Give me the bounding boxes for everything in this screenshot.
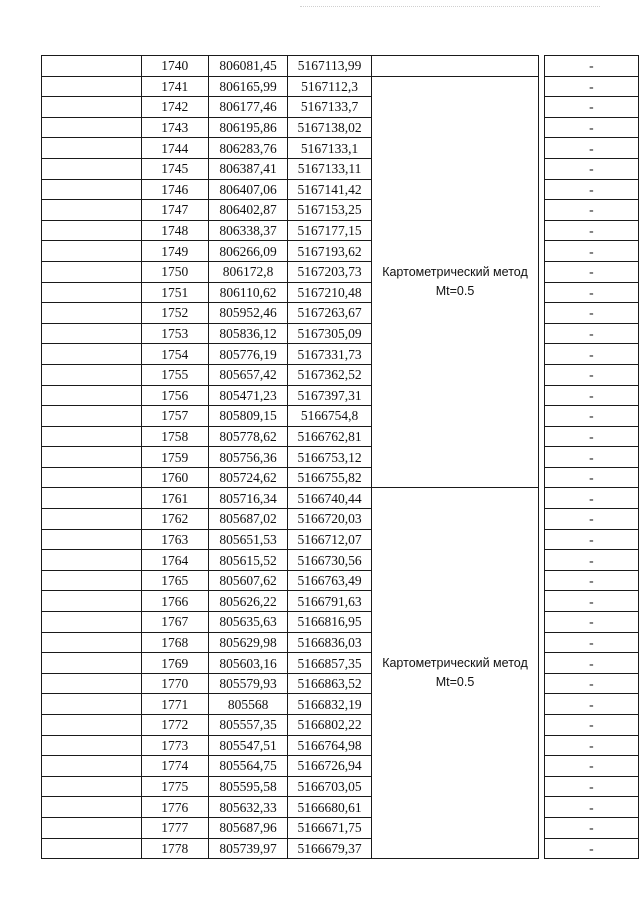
table-row xyxy=(42,715,639,736)
blank-cell xyxy=(42,529,142,550)
mark-cell: - xyxy=(544,612,638,633)
x-coordinate-cell: 805836,12 xyxy=(208,323,288,344)
y-coordinate-cell: 5166763,49 xyxy=(288,570,371,591)
point-number-cell: 1740 xyxy=(141,56,208,77)
y-coordinate-cell: 5166791,63 xyxy=(288,591,371,612)
mark-cell: - xyxy=(544,447,638,468)
x-coordinate-cell: 805724,62 xyxy=(208,467,288,488)
blank-cell xyxy=(42,344,142,365)
method-name: Картометрический метод xyxy=(382,265,528,280)
x-coordinate-cell: 805778,62 xyxy=(208,426,288,447)
mark-cell: - xyxy=(544,797,638,818)
y-coordinate-cell: 5167138,02 xyxy=(288,117,371,138)
blank-cell xyxy=(42,241,142,262)
y-coordinate-cell: 5166764,98 xyxy=(288,735,371,756)
point-number-cell: 1770 xyxy=(141,673,208,694)
point-number-cell: 1771 xyxy=(141,694,208,715)
y-coordinate-cell: 5167112,3 xyxy=(288,76,371,97)
point-number-cell: 1753 xyxy=(141,323,208,344)
table-row xyxy=(42,488,639,509)
blank-cell xyxy=(42,756,142,777)
blank-cell xyxy=(42,323,142,344)
blank-cell xyxy=(42,509,142,530)
blank-cell xyxy=(42,653,142,674)
x-coordinate-cell: 805626,22 xyxy=(208,591,288,612)
table-row xyxy=(42,817,639,838)
table-row xyxy=(42,673,639,694)
blank-cell xyxy=(42,426,142,447)
point-number-cell: 1776 xyxy=(141,797,208,818)
y-coordinate-cell: 5166712,07 xyxy=(288,529,371,550)
mark-cell: - xyxy=(544,179,638,200)
table-row xyxy=(42,694,639,715)
x-coordinate-cell: 805568 xyxy=(208,694,288,715)
table-row xyxy=(42,509,639,530)
table-row xyxy=(42,241,639,262)
y-coordinate-cell: 5166863,52 xyxy=(288,673,371,694)
table-row xyxy=(42,797,639,818)
x-coordinate-cell: 805809,15 xyxy=(208,406,288,427)
x-coordinate-cell: 805952,46 xyxy=(208,303,288,324)
x-coordinate-cell: 806195,86 xyxy=(208,117,288,138)
blank-cell xyxy=(42,282,142,303)
x-coordinate-cell: 805547,51 xyxy=(208,735,288,756)
blank-cell xyxy=(42,117,142,138)
blank-cell xyxy=(42,817,142,838)
blank-cell xyxy=(42,715,142,736)
point-number-cell: 1758 xyxy=(141,426,208,447)
method-accuracy: Mt=0.5 xyxy=(435,284,475,299)
y-coordinate-cell: 5167203,73 xyxy=(288,261,371,282)
blank-cell xyxy=(42,97,142,118)
method-cell xyxy=(371,56,539,77)
y-coordinate-cell: 5167397,31 xyxy=(288,385,371,406)
point-number-cell: 1748 xyxy=(141,220,208,241)
point-number-cell: 1773 xyxy=(141,735,208,756)
x-coordinate-cell: 806081,45 xyxy=(208,56,288,77)
method-accuracy: Mt=0.5 xyxy=(435,675,475,690)
x-coordinate-cell: 806407,06 xyxy=(208,179,288,200)
mark-cell: - xyxy=(544,76,638,97)
x-coordinate-cell: 805607,62 xyxy=(208,570,288,591)
blank-cell xyxy=(42,76,142,97)
mark-cell: - xyxy=(544,241,638,262)
x-coordinate-cell: 806402,87 xyxy=(208,200,288,221)
blank-cell xyxy=(42,550,142,571)
y-coordinate-cell: 5167305,09 xyxy=(288,323,371,344)
table-row xyxy=(42,200,639,221)
x-coordinate-cell: 805603,16 xyxy=(208,653,288,674)
mark-cell: - xyxy=(544,509,638,530)
mark-cell: - xyxy=(544,529,638,550)
mark-cell: - xyxy=(544,838,638,859)
table-row xyxy=(42,261,639,282)
blank-cell xyxy=(42,179,142,200)
blank-cell xyxy=(42,776,142,797)
method-cell xyxy=(371,76,539,488)
blank-cell xyxy=(42,612,142,633)
x-coordinate-cell: 805471,23 xyxy=(208,385,288,406)
y-coordinate-cell: 5166754,8 xyxy=(288,406,371,427)
point-number-cell: 1751 xyxy=(141,282,208,303)
x-coordinate-cell: 805629,98 xyxy=(208,632,288,653)
table-row xyxy=(42,529,639,550)
mark-cell: - xyxy=(544,200,638,221)
y-coordinate-cell: 5167133,11 xyxy=(288,158,371,179)
y-coordinate-cell: 5166832,19 xyxy=(288,694,371,715)
mark-cell: - xyxy=(544,735,638,756)
y-coordinate-cell: 5166703,05 xyxy=(288,776,371,797)
table-row xyxy=(42,467,639,488)
blank-cell xyxy=(42,838,142,859)
point-number-cell: 1746 xyxy=(141,179,208,200)
point-number-cell: 1750 xyxy=(141,261,208,282)
mark-cell: - xyxy=(544,817,638,838)
mark-cell: - xyxy=(544,261,638,282)
table-row xyxy=(42,776,639,797)
mark-cell: - xyxy=(544,426,638,447)
x-coordinate-cell: 806266,09 xyxy=(208,241,288,262)
x-coordinate-cell: 805687,96 xyxy=(208,817,288,838)
y-coordinate-cell: 5167153,25 xyxy=(288,200,371,221)
x-coordinate-cell: 806338,37 xyxy=(208,220,288,241)
point-number-cell: 1757 xyxy=(141,406,208,427)
x-coordinate-cell: 806110,62 xyxy=(208,282,288,303)
coordinates-table-body xyxy=(42,56,639,859)
point-number-cell: 1765 xyxy=(141,570,208,591)
table-row xyxy=(42,97,639,118)
blank-cell xyxy=(42,261,142,282)
x-coordinate-cell: 805756,36 xyxy=(208,447,288,468)
x-coordinate-cell: 805687,02 xyxy=(208,509,288,530)
mark-cell: - xyxy=(544,406,638,427)
mark-cell: - xyxy=(544,570,638,591)
x-coordinate-cell: 805632,33 xyxy=(208,797,288,818)
x-coordinate-cell: 806165,99 xyxy=(208,76,288,97)
table-row xyxy=(42,220,639,241)
blank-cell xyxy=(42,632,142,653)
y-coordinate-cell: 5166726,94 xyxy=(288,756,371,777)
point-number-cell: 1754 xyxy=(141,344,208,365)
y-coordinate-cell: 5167177,15 xyxy=(288,220,371,241)
mark-cell: - xyxy=(544,138,638,159)
x-coordinate-cell: 806172,8 xyxy=(208,261,288,282)
y-coordinate-cell: 5166730,56 xyxy=(288,550,371,571)
point-number-cell: 1767 xyxy=(141,612,208,633)
x-coordinate-cell: 805557,35 xyxy=(208,715,288,736)
y-coordinate-cell: 5166762,81 xyxy=(288,426,371,447)
x-coordinate-cell: 805595,58 xyxy=(208,776,288,797)
y-coordinate-cell: 5167210,48 xyxy=(288,282,371,303)
y-coordinate-cell: 5166740,44 xyxy=(288,488,371,509)
mark-cell: - xyxy=(544,117,638,138)
mark-cell: - xyxy=(544,653,638,674)
table-row xyxy=(42,158,639,179)
table-row xyxy=(42,282,639,303)
y-coordinate-cell: 5166836,03 xyxy=(288,632,371,653)
point-number-cell: 1747 xyxy=(141,200,208,221)
mark-cell: - xyxy=(544,220,638,241)
point-number-cell: 1778 xyxy=(141,838,208,859)
x-coordinate-cell: 806283,76 xyxy=(208,138,288,159)
blank-cell xyxy=(42,673,142,694)
table-row xyxy=(42,653,639,674)
mark-cell: - xyxy=(544,632,638,653)
table-row xyxy=(42,323,639,344)
point-number-cell: 1749 xyxy=(141,241,208,262)
table-row xyxy=(42,406,639,427)
mark-cell: - xyxy=(544,488,638,509)
point-number-cell: 1772 xyxy=(141,715,208,736)
mark-cell: - xyxy=(544,158,638,179)
y-coordinate-cell: 5167133,7 xyxy=(288,97,371,118)
method-name: Картометрический метод xyxy=(382,656,528,671)
x-coordinate-cell: 805615,52 xyxy=(208,550,288,571)
table-row xyxy=(42,591,639,612)
y-coordinate-cell: 5167193,62 xyxy=(288,241,371,262)
blank-cell xyxy=(42,488,142,509)
mark-cell: - xyxy=(544,97,638,118)
point-number-cell: 1743 xyxy=(141,117,208,138)
y-coordinate-cell: 5166680,61 xyxy=(288,797,371,818)
table-row xyxy=(42,117,639,138)
mark-cell: - xyxy=(544,550,638,571)
x-coordinate-cell: 805657,42 xyxy=(208,364,288,385)
point-number-cell: 1766 xyxy=(141,591,208,612)
table-row xyxy=(42,838,639,859)
point-number-cell: 1755 xyxy=(141,364,208,385)
point-number-cell: 1760 xyxy=(141,467,208,488)
point-number-cell: 1775 xyxy=(141,776,208,797)
y-coordinate-cell: 5166671,75 xyxy=(288,817,371,838)
y-coordinate-cell: 5167331,73 xyxy=(288,344,371,365)
table-row xyxy=(42,344,639,365)
blank-cell xyxy=(42,138,142,159)
point-number-cell: 1744 xyxy=(141,138,208,159)
blank-cell xyxy=(42,447,142,468)
mark-cell: - xyxy=(544,591,638,612)
x-coordinate-cell: 805564,75 xyxy=(208,756,288,777)
y-coordinate-cell: 5167141,42 xyxy=(288,179,371,200)
mark-cell: - xyxy=(544,303,638,324)
blank-cell xyxy=(42,56,142,77)
table-row xyxy=(42,56,639,77)
blank-cell xyxy=(42,591,142,612)
y-coordinate-cell: 5167113,99 xyxy=(288,56,371,77)
blank-cell xyxy=(42,694,142,715)
y-coordinate-cell: 5166679,37 xyxy=(288,838,371,859)
y-coordinate-cell: 5167263,67 xyxy=(288,303,371,324)
table-row xyxy=(42,735,639,756)
blank-cell xyxy=(42,797,142,818)
blank-cell xyxy=(42,364,142,385)
table-row xyxy=(42,76,639,97)
method-cell xyxy=(371,488,539,859)
table-row xyxy=(42,570,639,591)
scan-artifact xyxy=(300,6,600,9)
blank-cell xyxy=(42,406,142,427)
point-number-cell: 1762 xyxy=(141,509,208,530)
x-coordinate-cell: 805739,97 xyxy=(208,838,288,859)
blank-cell xyxy=(42,303,142,324)
point-number-cell: 1752 xyxy=(141,303,208,324)
point-number-cell: 1764 xyxy=(141,550,208,571)
point-number-cell: 1761 xyxy=(141,488,208,509)
point-number-cell: 1745 xyxy=(141,158,208,179)
coordinates-table xyxy=(41,55,639,859)
x-coordinate-cell: 806387,41 xyxy=(208,158,288,179)
mark-cell: - xyxy=(544,756,638,777)
blank-cell xyxy=(42,158,142,179)
table-row xyxy=(42,550,639,571)
blank-cell xyxy=(42,735,142,756)
y-coordinate-cell: 5166857,35 xyxy=(288,653,371,674)
x-coordinate-cell: 805776,19 xyxy=(208,344,288,365)
point-number-cell: 1742 xyxy=(141,97,208,118)
blank-cell xyxy=(42,467,142,488)
mark-cell: - xyxy=(544,56,638,77)
blank-cell xyxy=(42,385,142,406)
mark-cell: - xyxy=(544,282,638,303)
y-coordinate-cell: 5166753,12 xyxy=(288,447,371,468)
table-row xyxy=(42,138,639,159)
mark-cell: - xyxy=(544,385,638,406)
point-number-cell: 1769 xyxy=(141,653,208,674)
x-coordinate-cell: 805716,34 xyxy=(208,488,288,509)
y-coordinate-cell: 5166755,82 xyxy=(288,467,371,488)
y-coordinate-cell: 5166720,03 xyxy=(288,509,371,530)
x-coordinate-cell: 805579,93 xyxy=(208,673,288,694)
table-row xyxy=(42,612,639,633)
point-number-cell: 1777 xyxy=(141,817,208,838)
blank-cell xyxy=(42,220,142,241)
y-coordinate-cell: 5166816,95 xyxy=(288,612,371,633)
mark-cell: - xyxy=(544,467,638,488)
point-number-cell: 1768 xyxy=(141,632,208,653)
mark-cell: - xyxy=(544,364,638,385)
y-coordinate-cell: 5167362,52 xyxy=(288,364,371,385)
x-coordinate-cell: 805651,53 xyxy=(208,529,288,550)
mark-cell: - xyxy=(544,344,638,365)
table-row xyxy=(42,364,639,385)
mark-cell: - xyxy=(544,715,638,736)
point-number-cell: 1774 xyxy=(141,756,208,777)
mark-cell: - xyxy=(544,694,638,715)
table-row xyxy=(42,632,639,653)
table-row xyxy=(42,756,639,777)
blank-cell xyxy=(42,570,142,591)
table-row xyxy=(42,179,639,200)
point-number-cell: 1763 xyxy=(141,529,208,550)
point-number-cell: 1756 xyxy=(141,385,208,406)
point-number-cell: 1759 xyxy=(141,447,208,468)
blank-cell xyxy=(42,200,142,221)
table-row xyxy=(42,385,639,406)
mark-cell: - xyxy=(544,673,638,694)
x-coordinate-cell: 805635,63 xyxy=(208,612,288,633)
x-coordinate-cell: 806177,46 xyxy=(208,97,288,118)
y-coordinate-cell: 5167133,1 xyxy=(288,138,371,159)
y-coordinate-cell: 5166802,22 xyxy=(288,715,371,736)
table-row xyxy=(42,303,639,324)
mark-cell: - xyxy=(544,323,638,344)
table-row xyxy=(42,447,639,468)
mark-cell: - xyxy=(544,776,638,797)
table-row xyxy=(42,426,639,447)
point-number-cell: 1741 xyxy=(141,76,208,97)
